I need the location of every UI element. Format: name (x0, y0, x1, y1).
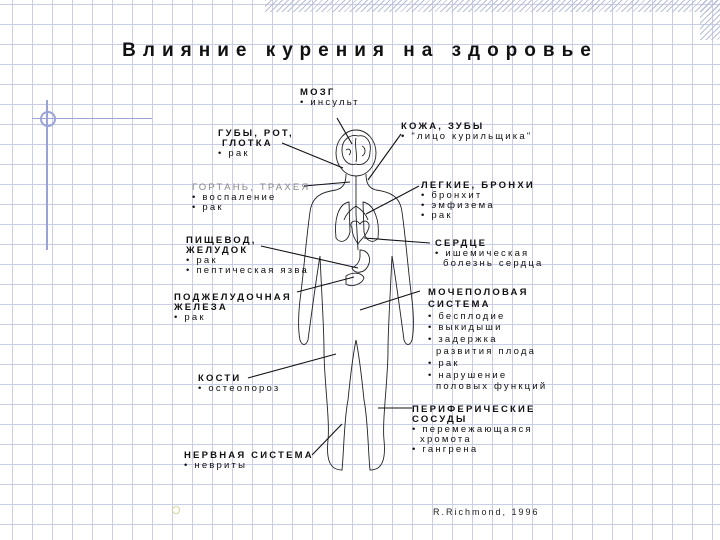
pancreas-item: • рак (174, 313, 292, 323)
lungs-heading: ЛЕГКИЕ, БРОНХИ (421, 180, 535, 191)
bones-heading: КОСТИ (198, 373, 242, 384)
urogenital-item-3b: развития плода (436, 345, 537, 357)
page-title: Влияние курения на здоровье (122, 40, 598, 61)
urogenital-item-5: • нарушение (428, 370, 547, 382)
heart-heading: СЕРДЦЕ (435, 238, 488, 249)
label-esophagus (186, 236, 309, 276)
skin-heading: КОЖА, ЗУБЫ (401, 121, 485, 132)
slide-bullet-dot (172, 506, 180, 514)
body-outline (299, 130, 414, 470)
vessels-item-2: • гангрена (412, 445, 536, 455)
larynx-heading: ГОРТАНЬ, ТРАХЕЯ (192, 182, 311, 193)
esophagus-heading-1: ПИЩЕВОД, (186, 235, 257, 246)
label-skin (401, 122, 532, 142)
urogenital-item-3: • задержка (428, 334, 547, 346)
esophagus-item-2: • пептическая язва (186, 266, 309, 276)
urogenital-heading-2: СИСТЕМА (428, 298, 491, 310)
larynx-item-2: • рак (192, 203, 310, 213)
leader-lines (248, 118, 430, 455)
label-lips (218, 129, 294, 159)
bones-item: • остеопороз (198, 384, 280, 394)
label-brain (300, 88, 360, 108)
skin-item: • "лицо курильщика" (401, 132, 532, 142)
esophagus-item-1: • рак (186, 256, 309, 266)
label-heart (435, 239, 544, 269)
vessels-heading-2: СОСУДЫ (412, 414, 468, 425)
label-lungs (421, 181, 535, 221)
label-urogenital (428, 287, 547, 393)
urogenital-item-2: • выкидыши (428, 322, 547, 334)
label-vessels (412, 405, 536, 455)
lips-item: • рак (218, 149, 294, 159)
label-bones (198, 374, 280, 394)
source-credit: R.Richmond, 1996 (433, 507, 540, 517)
urogenital-item-1: • бесплодие (428, 311, 547, 323)
urogenital-item-5b: половых функций (436, 381, 548, 393)
brain-item: • инсульт (300, 98, 360, 108)
pancreas-heading-1: ПОДЖЕЛУДОЧНАЯ (174, 292, 292, 303)
larynx-item-1: • воспаление (192, 193, 310, 203)
brain-heading: МОЗГ (300, 87, 336, 98)
pancreas-heading-2: ЖЕЛЕЗА (174, 302, 228, 313)
nervous-item: • невриты (184, 461, 314, 471)
lungs-item-2: • эмфизема (421, 201, 535, 211)
esophagus-heading-2: ЖЕЛУДОК (186, 245, 249, 256)
vessels-item-1b: хромота (420, 434, 472, 445)
lungs-item-3: • рак (421, 211, 535, 221)
urogenital-item-4: • рак (428, 358, 547, 370)
lungs-item-1: • бронхит (421, 191, 535, 201)
heart-item-line-2: болезнь сердца (443, 258, 544, 269)
urogenital-heading-1: МОЧЕПОЛОВАЯ (428, 287, 529, 298)
heart-item-line-1: • ишемическая (435, 249, 544, 259)
label-larynx (192, 183, 310, 213)
nervous-heading: НЕРВНАЯ СИСТЕМА (184, 450, 314, 461)
vessels-item-1: • перемежающаяся (412, 425, 536, 435)
lips-heading-1: ГУБЫ, РОТ, (218, 128, 294, 139)
label-pancreas (174, 293, 292, 323)
label-nervous (184, 451, 314, 471)
lips-heading-2: ГЛОТКА (222, 138, 273, 149)
vessels-heading-1: ПЕРИФЕРИЧЕСКИЕ (412, 404, 536, 415)
